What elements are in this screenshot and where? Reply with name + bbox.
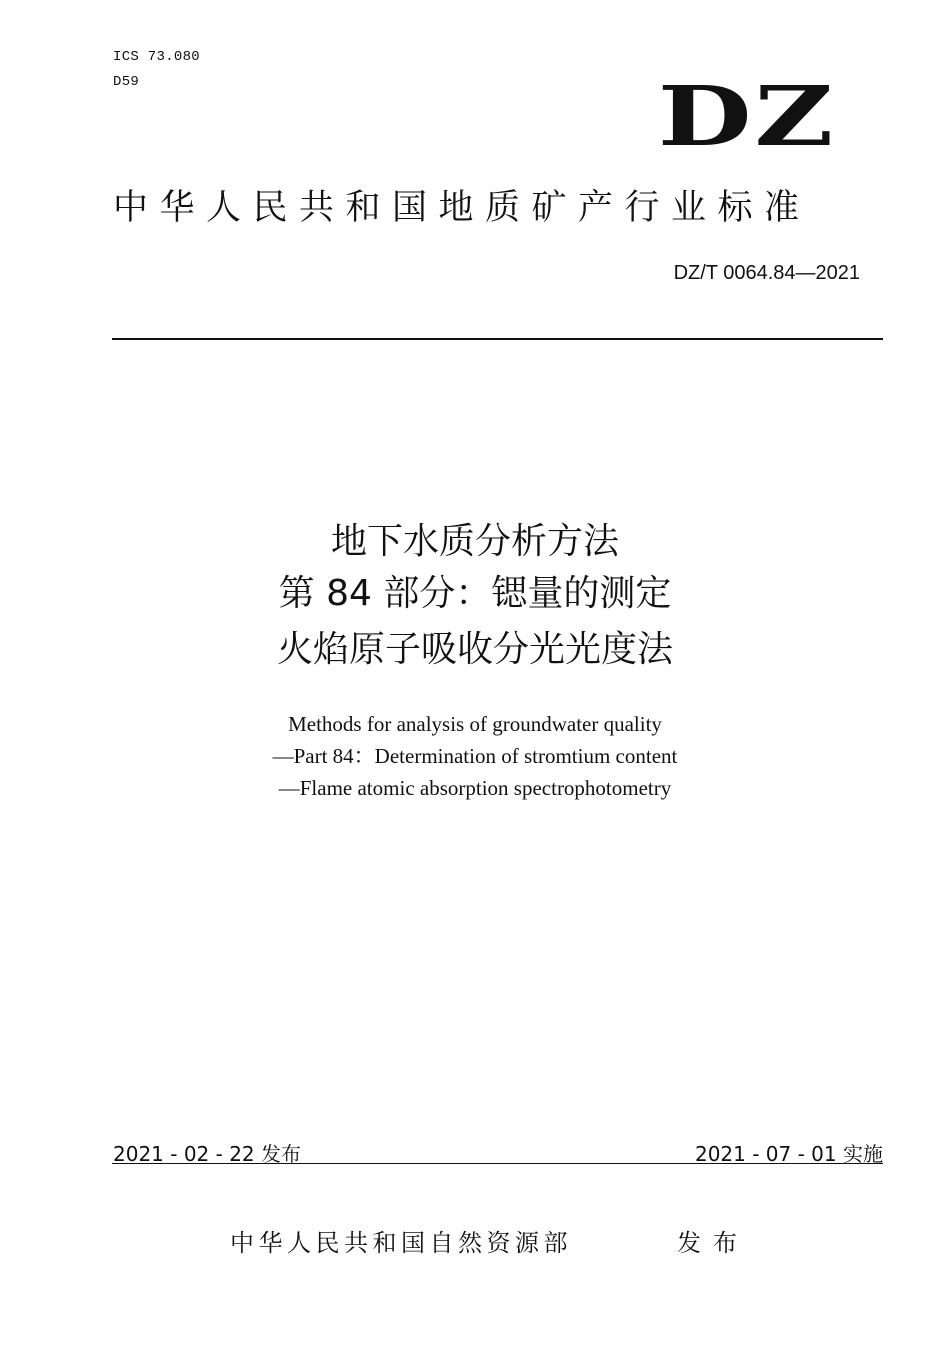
standard-number: DZ/T 0064.84—2021 xyxy=(673,262,860,284)
implementation-date: 2021 - 07 - 01 实施 xyxy=(694,1142,883,1166)
title-cn-line-1: 地下水质分析方法 xyxy=(330,521,619,562)
dz-logo: DZ xyxy=(657,69,836,165)
publish-label: 发布 xyxy=(677,1229,749,1257)
title-en-line-2: —Part 84：Determination of stromtium content xyxy=(272,744,678,768)
title-cn-line-3: 火焰原子吸收分光光度法 xyxy=(276,629,673,670)
issue-date: 2021 - 02 - 22 发布 xyxy=(113,1142,302,1166)
title-en-line-1: Methods for analysis of groundwater quality xyxy=(288,712,662,736)
publisher-name: 中华人民共和国自然资源部 xyxy=(230,1229,572,1257)
top-divider xyxy=(112,338,883,340)
title-cn-line-2: 第 84 部分：锶量的测定 xyxy=(278,573,672,614)
bottom-divider xyxy=(112,1163,883,1164)
ics-code: ICS 73.080 xyxy=(113,49,201,65)
standard-category: 中华人民共和国地质矿产行业标准 xyxy=(113,188,811,228)
title-en-line-3: —Flame atomic absorption spectrophotometry xyxy=(278,776,672,800)
ccs-code: D59 xyxy=(113,74,140,90)
